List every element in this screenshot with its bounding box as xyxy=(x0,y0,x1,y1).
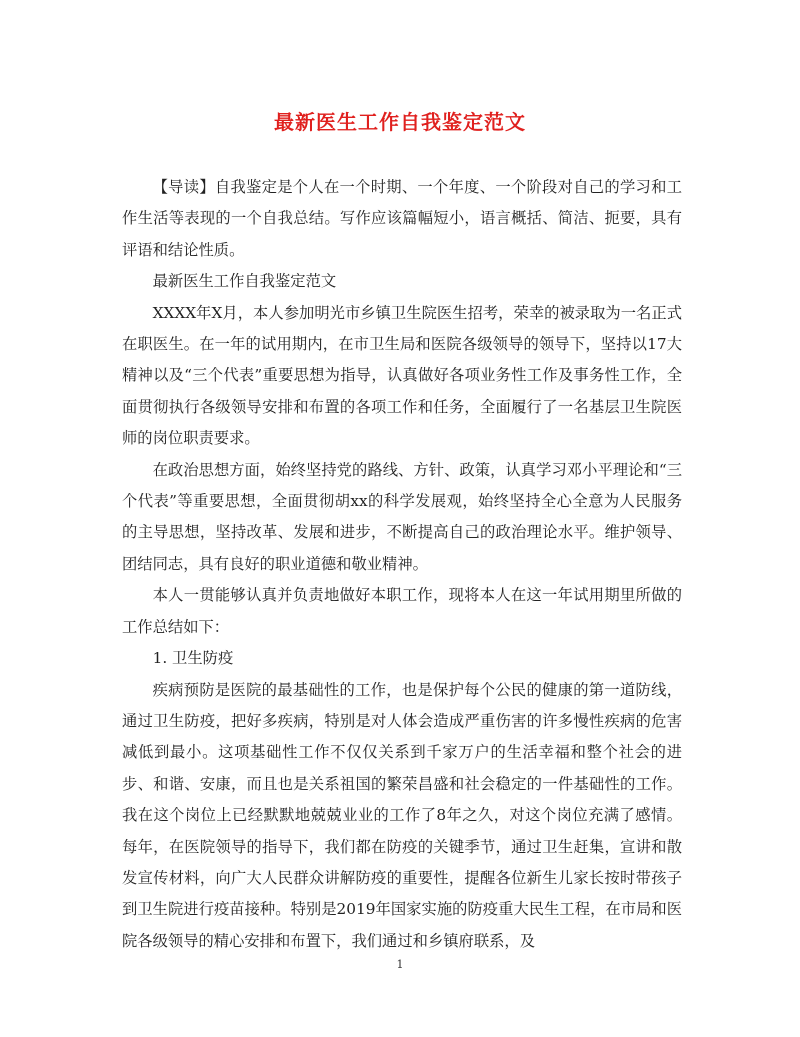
page-number: 1 xyxy=(396,958,404,971)
intro-paragraph: 【导读】自我鉴定是个人在一个时期、一个年度、一个阶段对自己的学习和工作生活等表现的一个自我总结。写作应该篇幅短小，语言概括、简洁、扼要，具有评语和结论性质。 xyxy=(122,178,682,259)
section-heading: 1. 卫生防疫 xyxy=(152,649,234,668)
body-paragraph: 本人一贯能够认真并负责地做好本职工作，现将本人在这一年试用期里所做的工作总结如下： xyxy=(122,586,682,636)
document-body xyxy=(122,172,682,957)
body-paragraph: XXXX年X月，本人参加明光市乡镇卫生院医生招考，荣幸的被录取为一名正式在职医生。在一年的试用期内，在市卫生局和医院各级领导的领导下，坚持以17大精神以及“三个代表”重要思想为指导，认真做好各项业务性工作及事务性工作，全面贯彻执行各级领导安排和布置的各项工作和任务，全面履行了一名基层卫生院医师的岗位职责要求。 xyxy=(122,303,682,448)
body-paragraph: 疾病预防是医院的最基础性的工作，也是保护每个公民的健康的第一道防线，通过卫生防疫，把好多疾病，特别是对人体会造成严重伤害的许多慢性疾病的危害减低到最小。这项基础性工作不仅仅关系到千家万户的生活幸福和整个社会的进步、和谐、安康，而且也是关系祖国的繁荣昌盛和社会稳定的一件基础性的工作。我在这个岗位上已经默默地兢兢业业的工作了8年之久，对这个岗位充满了感情。每年，在医院领导的指导下，我们都在防疫的关键季节，通过卫生赶集，宣讲和散发宣传材料，向广大人民群众讲解防疫的重要性，提醒各位新生儿家长按时带孩子到卫生院进行疫苗接种。特别是2019年国家实施的防疫重大民生工程，在市局和医院各级领导的精心安排和布置下，我们通过和乡镇府联系，及 xyxy=(122,680,682,950)
body-paragraph: 在政治思想方面，始终坚持党的路线、方针、政策，认真学习邓小平理论和“三个代表”等重要思想，全面贯彻胡xx的科学发展观，始终坚持全心全意为人民服务的主导思想，坚持改革、发展和进步，不断提高自己的政治理论水平。维护领导、团结同志，具有良好的职业道德和敬业精神。 xyxy=(122,460,682,573)
subheading: 最新医生工作自我鉴定范文 xyxy=(152,272,337,291)
document-title: 最新医生工作自我鉴定范文 xyxy=(274,110,526,134)
